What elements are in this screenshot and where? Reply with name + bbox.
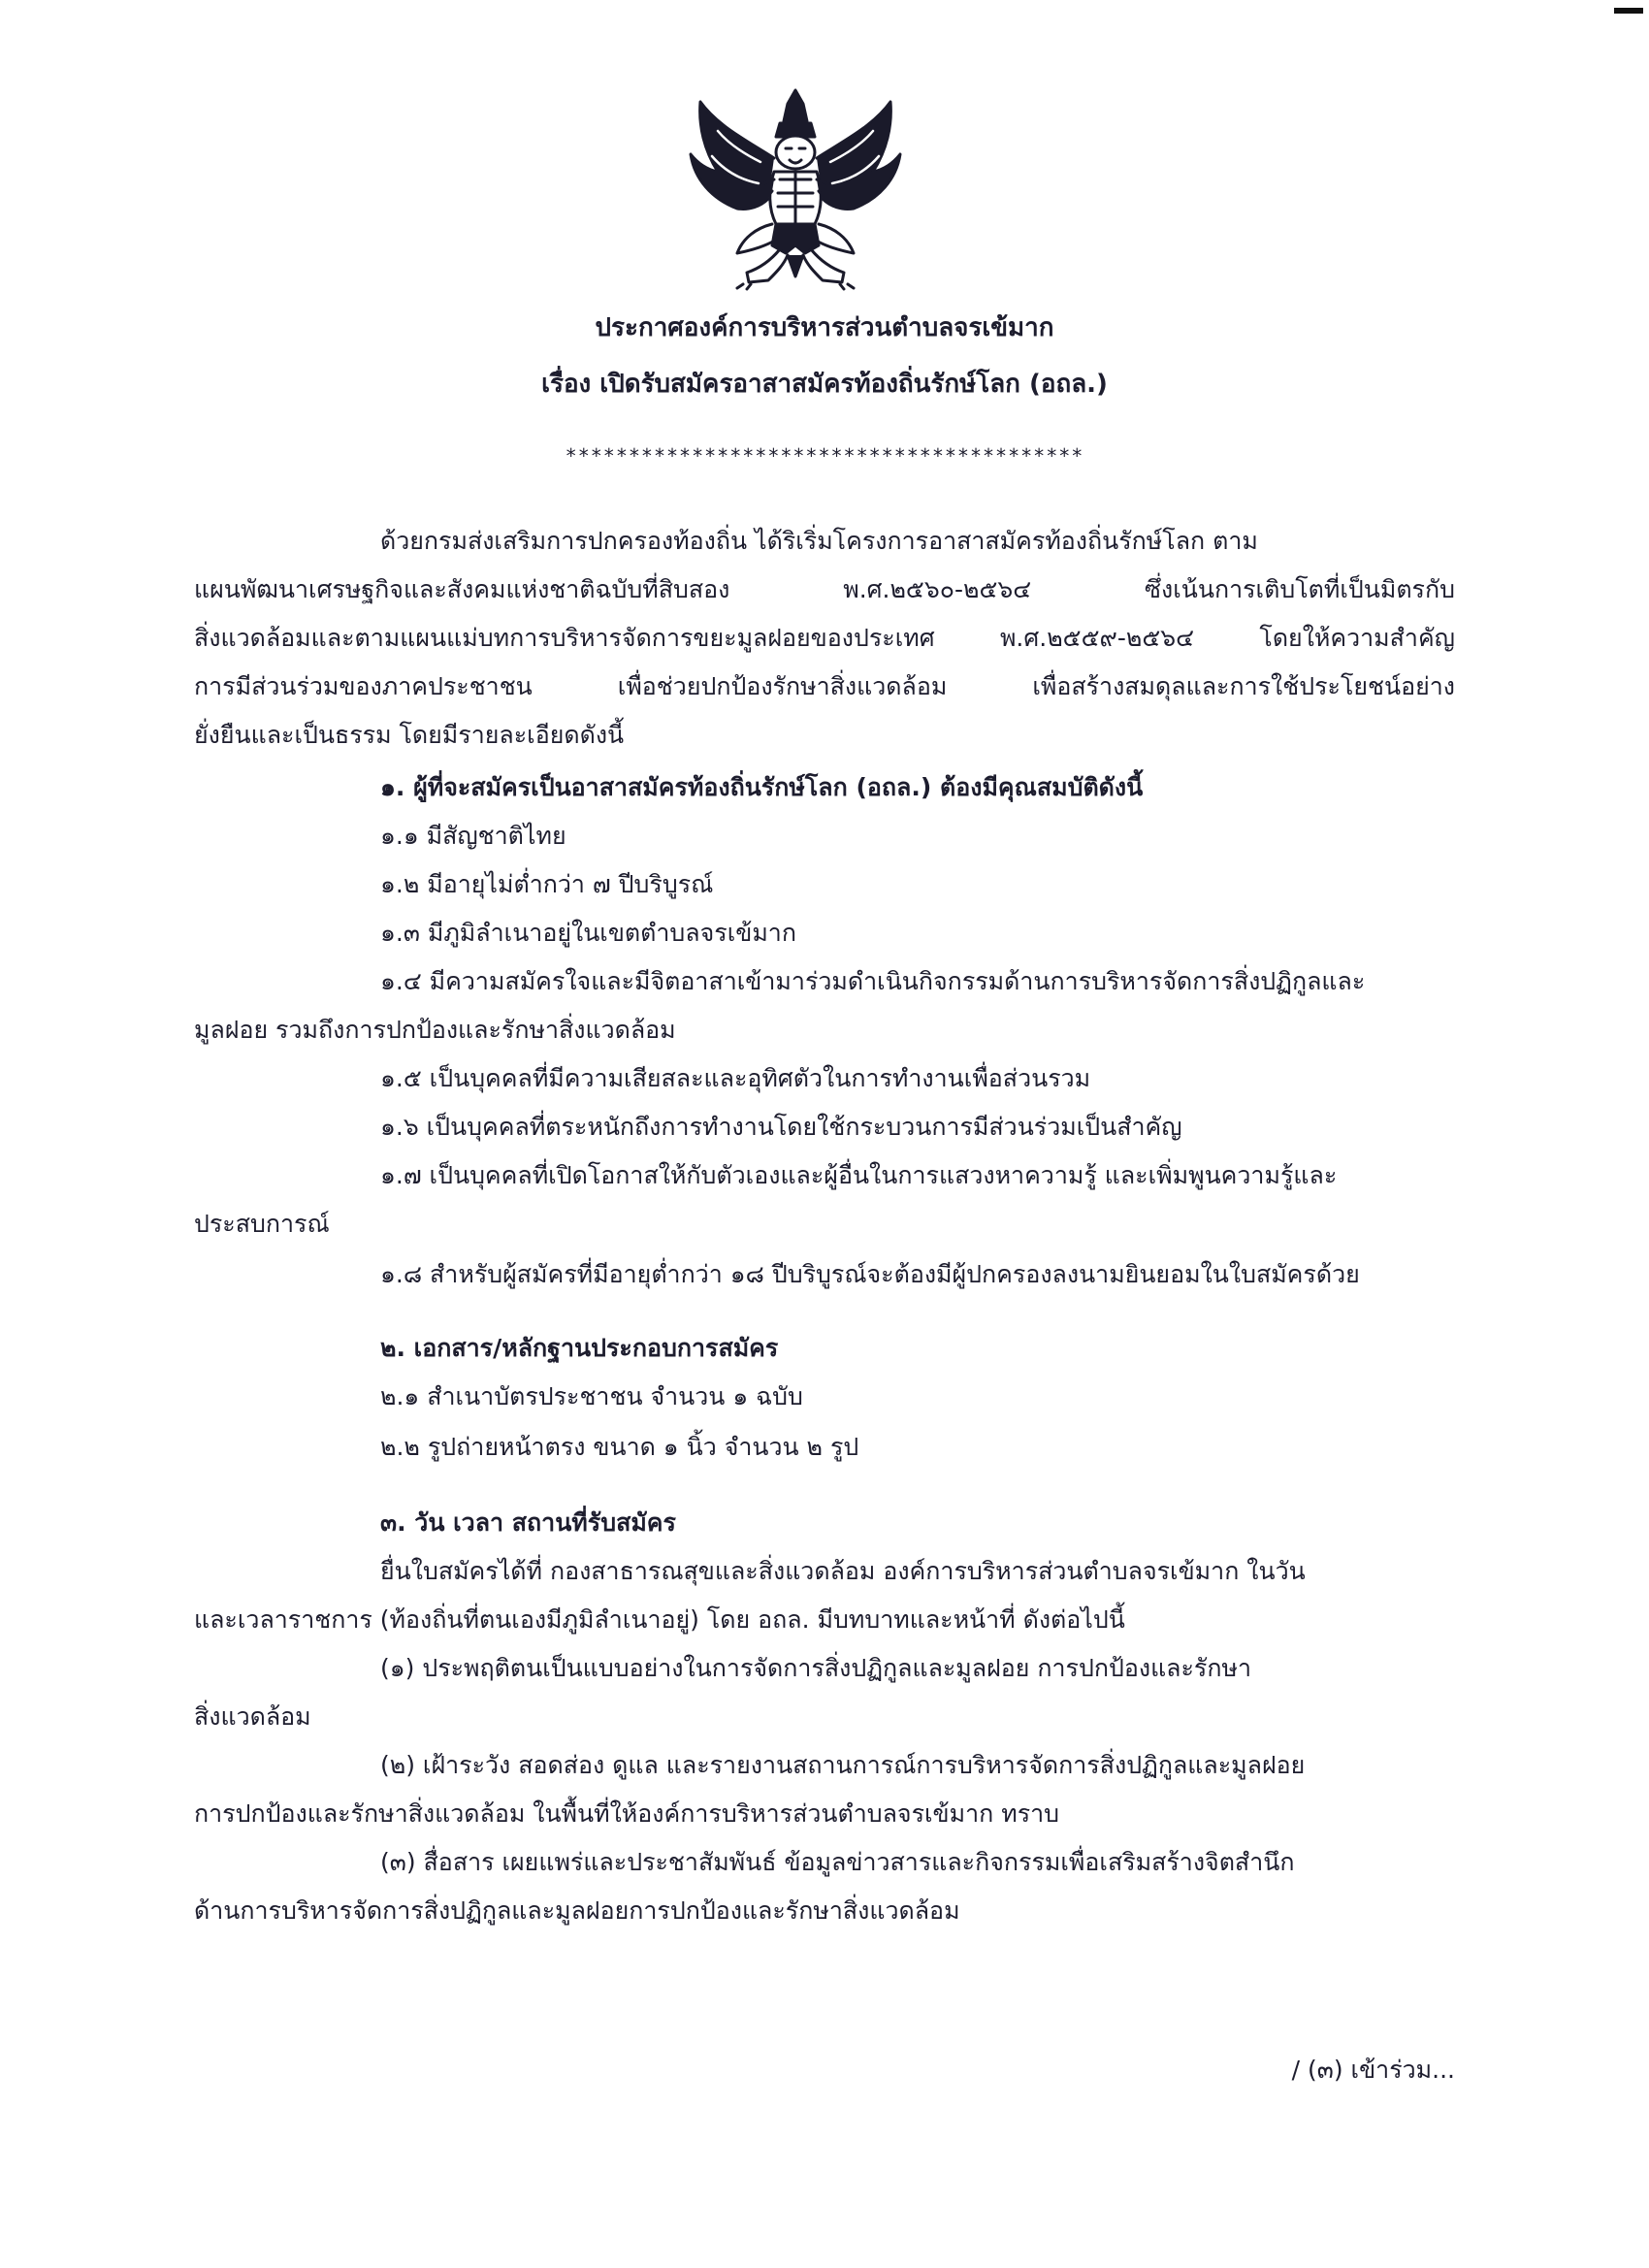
section-1-item-7: ๑.๗ เป็นบุคคลที่เปิดโอกาสให้กับตัวเองและผู้อื่นในการแสวงหาความรู้ และเพิ่มพูนความรู้และ [380, 1161, 1338, 1189]
intro-line-4: การมีส่วนร่วมของภาคประชาชน เพื่อช่วยปกป้องรักษาสิ่งแวดล้อม เพื่อสร้างสมดุลและการใช้ประโยชน์อย่าง [194, 672, 1455, 700]
role-1: (๑) ประพฤติตนเป็นแบบอย่างในการจัดการสิ่งปฏิกูลและมูลฝอย การปกป้องและรักษา [380, 1654, 1252, 1682]
separator-line: ***************************************** [565, 444, 1084, 468]
scan-corner-mark [1614, 8, 1643, 14]
section-2-item-2: ๒.๒ รูปถ่ายหน้าตรง ขนาด ๑ นิ้ว จำนวน ๒ รูป [380, 1433, 859, 1461]
section-1-item-7-cont: ประสบการณ์ [194, 1210, 330, 1238]
announcement-subject: เรื่อง เปิดรับสมัครอาสาสมัครท้องถิ่นรักษ์โลก (อถล.) [541, 370, 1108, 399]
intro-line-3: สิ่งแวดล้อมและตามแผนแม่บทการบริหารจัดการขยะมูลฝอยของประเทศ พ.ศ.๒๕๕๙-๒๕๖๔ โดยให้ความสำคัญ [194, 624, 1455, 652]
role-3: (๓) สื่อสาร เผยแพร่และประชาสัมพันธ์ ข้อมูลข่าวสารและกิจกรรมเพื่อเสริมสร้างจิตสำนึก [380, 1848, 1295, 1876]
role-3-cont: ด้านการบริหารจัดการสิ่งปฏิกูลและมูลฝอยการปกป้องและรักษาสิ่งแวดล้อม [194, 1896, 960, 1925]
section-2-item-1: ๒.๑ สำเนาบัตรประชาชน จำนวน ๑ ฉบับ [380, 1382, 803, 1410]
section-1-item-3: ๑.๓ มีภูมิลำเนาอยู่ในเขตตำบลจรเข้มาก [380, 919, 796, 947]
intro-line-5: ยั่งยืนและเป็นธรรม โดยมีรายละเอียดดังนี้ [194, 721, 625, 749]
announcement-title: ประกาศองค์การบริหารส่วนตำบลจรเข้มาก [595, 313, 1054, 342]
section-3-paragraph-cont: และเวลาราชการ (ท้องถิ่นที่ตนเองมีภูมิลำเนาอยู่) โดย อถล. มีบทบาทและหน้าที่ ดังต่อไปนี้ [194, 1605, 1125, 1634]
intro-line-2: แผนพัฒนาเศรษฐกิจและสังคมแห่งชาติฉบับที่สิบสอง พ.ศ.๒๕๖๐-๒๕๖๔ ซึ่งเน้นการเติบโตที่เป็นมิตรกับ [194, 575, 1455, 603]
role-2-cont: การปกป้องและรักษาสิ่งแวดล้อม ในพื้นที่ให้องค์การบริหารส่วนตำบลจรเข้มาก ทราบ [194, 1799, 1060, 1828]
section-2-heading: ๒. เอกสาร/หลักฐานประกอบการสมัคร [380, 1334, 779, 1362]
section-1-heading: ๑. ผู้ที่จะสมัครเป็นอาสาสมัครท้องถิ่นรักษ์โลก (อถล.) ต้องมีคุณสมบัติดังนี้ [380, 773, 1144, 801]
section-1-item-4: ๑.๔ มีความสมัครใจและมีจิตอาสาเข้ามาร่วมดำเนินกิจกรรมด้านการบริหารจัดการสิ่งปฏิกูลและ [380, 967, 1366, 995]
role-2: (๒) เฝ้าระวัง สอดส่อง ดูแล และรายงานสถานการณ์การบริหารจัดการสิ่งปฏิกูลและมูลฝอย [380, 1751, 1306, 1779]
section-1-item-4-cont: มูลฝอย รวมถึงการปกป้องและรักษาสิ่งแวดล้อม [194, 1016, 676, 1044]
section-1-item-8: ๑.๘ สำหรับผู้สมัครที่มีอายุต่ำกว่า ๑๘ ปีบริบูรณ์จะต้องมีผู้ปกครองลงนามยินยอมในใบสมัครด้วย [380, 1260, 1360, 1288]
section-1-item-5: ๑.๕ เป็นบุคคลที่มีความเสียสละและอุทิศตัวในการทำงานเพื่อส่วนรวม [380, 1064, 1091, 1092]
section-3-paragraph: ยื่นใบสมัครได้ที่ กองสาธารณสุขและสิ่งแวดล้อม องค์การบริหารส่วนตำบลจรเข้มาก ในวัน [380, 1557, 1306, 1585]
role-1-cont: สิ่งแวดล้อม [194, 1702, 311, 1731]
intro-line-1: ด้วยกรมส่งเสริมการปกครองท้องถิ่น ได้ริเริ่มโครงการอาสาสมัครท้องถิ่นรักษ์โลก ตาม [380, 527, 1258, 555]
section-1-item-6: ๑.๖ เป็นบุคคลที่ตระหนักถึงการทำงานโดยใช้กระบวนการมีส่วนร่วมเป็นสำคัญ [380, 1113, 1182, 1141]
section-1-item-2: ๑.๒ มีอายุไม่ต่ำกว่า ๗ ปีบริบูรณ์ [380, 870, 714, 898]
garuda-emblem-icon [679, 82, 912, 291]
section-3-heading: ๓. วัน เวลา สถานที่รับสมัคร [380, 1508, 676, 1537]
page-continuation: / (๓) เข้าร่วม... [1291, 2056, 1455, 2084]
section-1-item-1: ๑.๑ มีสัญชาติไทย [380, 822, 566, 850]
